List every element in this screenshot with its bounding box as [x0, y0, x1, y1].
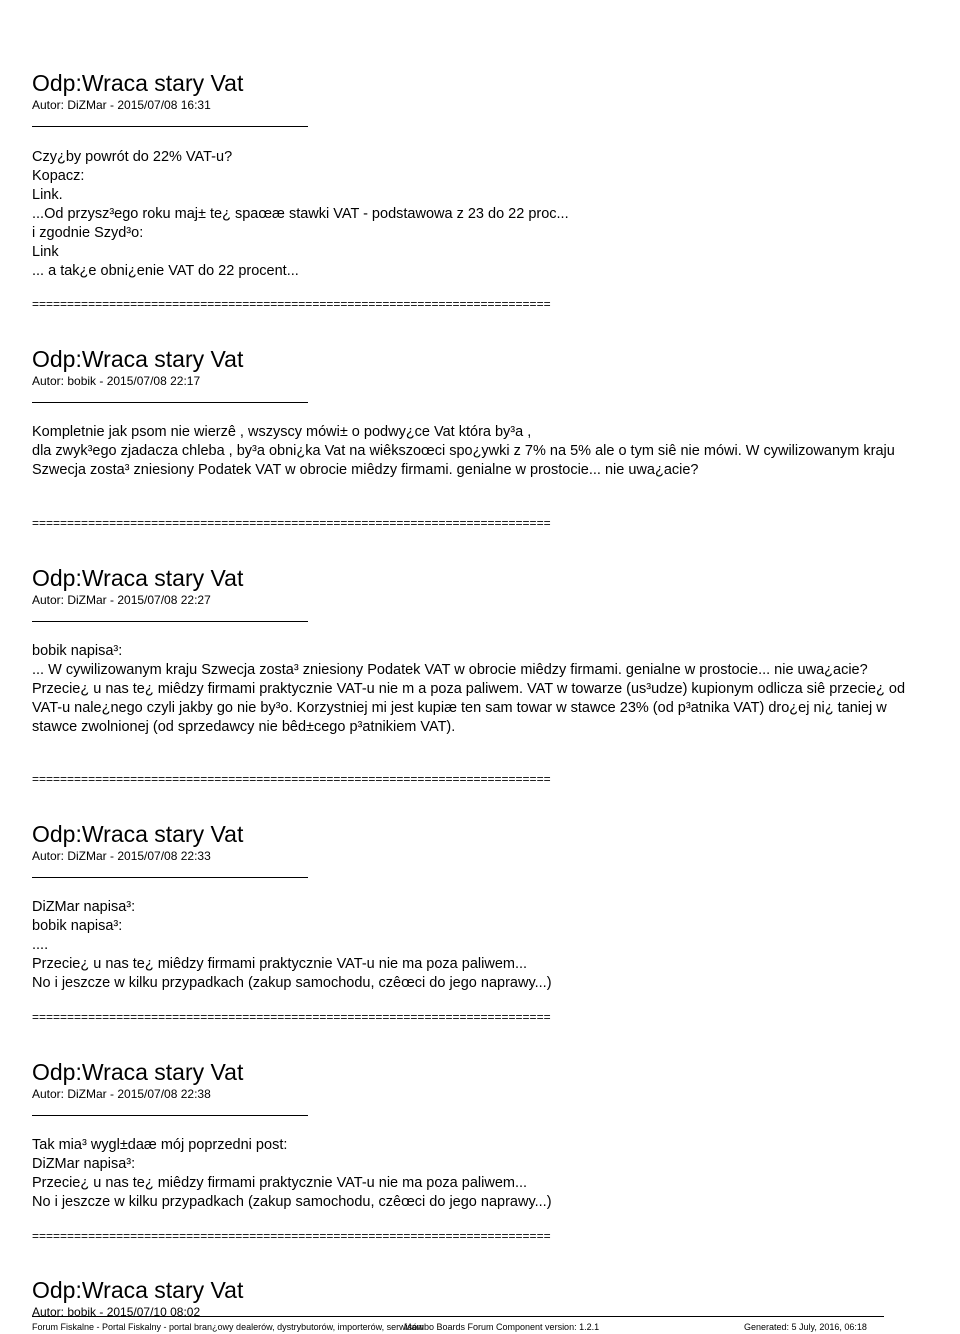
post-separator: ==========================================================================	[32, 1229, 551, 1243]
post-author-date: Autor: DiZMar - 2015/07/08 22:33	[32, 849, 211, 863]
title-rule	[32, 877, 308, 878]
post-line: bobik napisa³:	[32, 643, 123, 659]
post-author-date: Autor: bobik - 2015/07/08 22:17	[32, 374, 201, 388]
post-line: ...Od przysz³ego roku maj± te¿ spaœæ stawki VAT - podstawowa z 23 do 22 proc...	[32, 206, 569, 222]
post-separator: ==========================================================================	[32, 297, 551, 311]
post-body	[32, 423, 932, 480]
title-rule	[32, 1115, 308, 1116]
post-separator: ==========================================================================	[32, 772, 551, 786]
post-6	[32, 1277, 932, 1319]
post-line: Przecie¿ u nas te¿ miêdzy firmami praktycznie VAT-u nie m a poza paliwem. VAT w towarze (us³udze) kupionym odlicza siê przecie¿ od VAT-u nale¿nego czyli jakby go nie by³o. Korzystniej mi jest kupiæ ten sam towar w stawce 23% (od p³atnika VAT) dro¿ej ni¿ taniej w stawce zwolnionej (od sprzedawcy nie bêd±cego p³atnikiem VAT).	[32, 681, 906, 735]
post-author-date: Autor: DiZMar - 2015/07/08 22:38	[32, 1087, 211, 1101]
post-1	[32, 70, 932, 281]
post-title: Odp:Wraca stary Vat	[32, 346, 244, 372]
footer-generated-date: Generated: 5 July, 2016, 06:18	[744, 1322, 867, 1332]
post-line: dla zwyk³ego zjadacza chleba , by³a obni¿ka Vat na wiêkszoœci spo¿ywki z 7% na 5% ale o tym siê nie mówi. W cywilizowanym kraju Szwecja zosta³ zniesiony Podatek VAT w obrocie miêdzy firmami. genialne w prostocie... nie uwa¿acie?	[32, 443, 895, 478]
post-5	[32, 1059, 932, 1212]
post-body	[32, 898, 932, 993]
post-line: No i jeszcze w kilku przypadkach (zakup samochodu, czêœci do jego naprawy...)	[32, 1194, 552, 1210]
post-title: Odp:Wraca stary Vat	[32, 1059, 244, 1085]
post-line: DiZMar napisa³:	[32, 1156, 136, 1172]
post-line: Link	[32, 244, 59, 260]
post-separator: ==========================================================================	[32, 1010, 551, 1024]
post-line: ... W cywilizowanym kraju Szwecja zosta³ zniesiony Podatek VAT w obrocie miêdzy firmami. genialne w prostocie... nie uwa¿acie?	[32, 662, 868, 678]
post-separator: ==========================================================================	[32, 516, 551, 530]
post-author-date: Autor: DiZMar - 2015/07/08 16:31	[32, 98, 211, 112]
post-line: No i jeszcze w kilku przypadkach (zakup samochodu, czêœci do jego naprawy...)	[32, 975, 552, 991]
footer-site-name: Forum Fiskalne - Portal Fiskalny - portal bran¿owy dealerów, dystrybutorów, importerów, serwisów	[32, 1322, 424, 1332]
post-line: Link.	[32, 187, 63, 203]
post-line: ....	[32, 937, 49, 953]
post-line: bobik napisa³:	[32, 918, 123, 934]
post-body	[32, 148, 932, 281]
post-line: Czy¿by powrót do 22% VAT-u?	[32, 149, 233, 165]
post-author-date: Autor: DiZMar - 2015/07/08 22:27	[32, 593, 211, 607]
post-2	[32, 346, 932, 480]
post-line: ... a tak¿e obni¿enie VAT do 22 procent...	[32, 263, 299, 279]
post-3	[32, 565, 932, 737]
post-line: DiZMar napisa³:	[32, 899, 136, 915]
post-line: Kompletnie jak psom nie wierzê , wszyscy mówi± o podwy¿ce Vat która by³a ,	[32, 424, 532, 440]
post-4	[32, 821, 932, 993]
page-footer	[0, 1318, 960, 1332]
post-line: Przecie¿ u nas te¿ miêdzy firmami praktycznie VAT-u nie ma poza paliwem...	[32, 1175, 528, 1191]
post-title: Odp:Wraca stary Vat	[32, 1277, 244, 1303]
post-title: Odp:Wraca stary Vat	[32, 565, 244, 591]
footer-rule	[32, 1316, 884, 1317]
title-rule	[32, 126, 308, 127]
post-line: i zgodnie Szyd³o:	[32, 225, 144, 241]
footer-component-version: Mambo Boards Forum Component version: 1.2.1	[404, 1322, 600, 1332]
title-rule	[32, 402, 308, 403]
post-line: Przecie¿ u nas te¿ miêdzy firmami praktycznie VAT-u nie ma poza paliwem...	[32, 956, 528, 972]
post-title: Odp:Wraca stary Vat	[32, 70, 244, 96]
post-body	[32, 642, 932, 737]
post-author-date: Autor: bobik - 2015/07/10 08:02	[32, 1305, 201, 1319]
post-body	[32, 1136, 932, 1212]
post-title: Odp:Wraca stary Vat	[32, 821, 244, 847]
post-line: Kopacz:	[32, 168, 85, 184]
post-line: Tak mia³ wygl±daæ mój poprzedni post:	[32, 1137, 288, 1153]
title-rule	[32, 621, 308, 622]
